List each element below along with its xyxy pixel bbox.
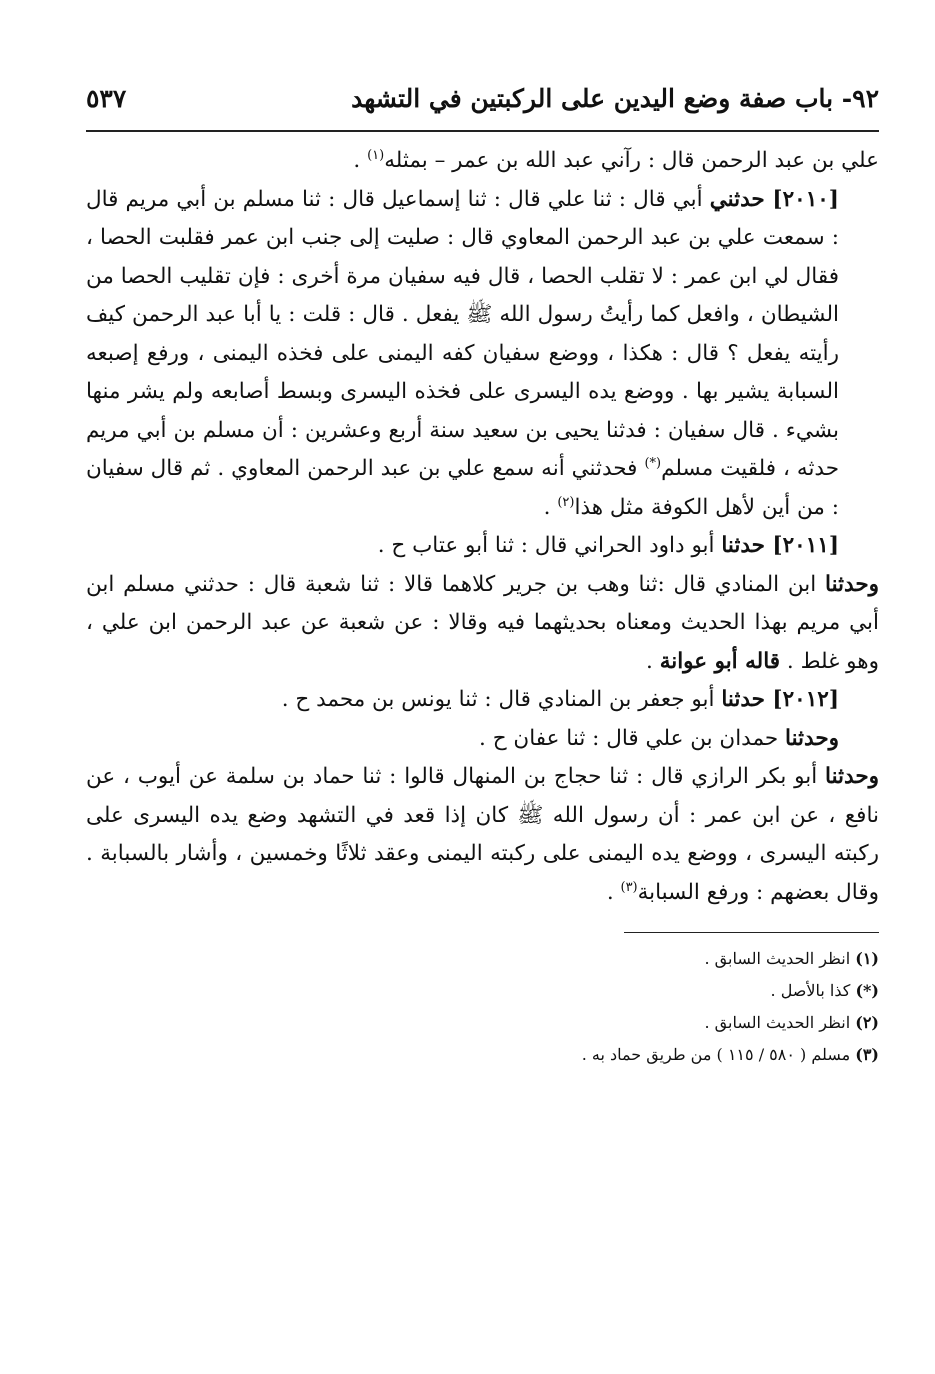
bold-heading: قاله أبو عوانة — [659, 648, 781, 674]
text-segment: علي بن عبد الرحمن قال : رآني عبد الله بن عمر – بمثله — [384, 148, 879, 173]
book-page — [86, 80, 879, 1360]
footnote-text: انظر الحديث السابق . — [704, 1013, 856, 1032]
bold-heading: وحدثنا — [825, 571, 879, 597]
paragraph — [86, 527, 879, 566]
paragraph — [86, 681, 879, 720]
footnote — [86, 1039, 879, 1071]
main-text — [86, 142, 879, 912]
chapter-title: ٩٢- باب صفة وضع اليدين على الركبتين في التشهد — [351, 84, 879, 113]
footnote-number: (١) — [855, 949, 879, 968]
paragraph — [86, 566, 879, 682]
text-segment: . — [646, 648, 660, 674]
paragraph — [86, 142, 879, 181]
text-segment: . — [353, 148, 368, 173]
footnote-text: كذا بالأصل . — [770, 981, 856, 1000]
bold-heading: وحدثنا — [825, 764, 879, 789]
text-segment: ابن المنادي قال :ثنا وهب بن جرير كلاهما قالا : ثنا شعبة قال : حدثني مسلم ابن أبي مريم بهذا الحديث ومعناه بحديثهما فيه وقالا : عن شعبة عن عبد الرحمن ابن علي ، وهو غلط . — [86, 571, 879, 674]
footnote-number: (٢) — [855, 1013, 879, 1032]
footnote-text: مسلم ( ٥٨٠ / ١١٥ ) من طريق حماد به . — [581, 1045, 856, 1064]
text-segment: أبو جعفر بن المنادي قال : ثنا يونس بن محمد ح . — [281, 687, 722, 712]
bold-heading: وحدثنا — [785, 725, 839, 751]
footnotes — [86, 943, 879, 1071]
text-segment: أبو داود الحراني قال : ثنا أبو عتاب ح . — [377, 533, 722, 558]
footnote-ref: (٢) — [557, 494, 575, 510]
footnote-ref: (١) — [367, 147, 385, 163]
footnote-number: (٣) — [855, 1045, 879, 1064]
page-number: ٥٣٧ — [86, 84, 127, 113]
text-segment: فحدثني أنه سمع علي بن عبد الرحمن المعاوي . ثم قال سفيان : من أين لأهل الكوفة مثل هذا — [86, 456, 839, 520]
page-header — [86, 80, 879, 132]
text-segment: . — [606, 879, 621, 905]
footnote-ref: (*) — [644, 455, 662, 471]
footnote — [86, 975, 879, 1007]
text-segment: حمدان بن علي قال : ثنا عفان ح . — [479, 725, 786, 751]
paragraph — [86, 720, 879, 759]
text-segment: أبي قال : ثنا علي قال : ثنا إسماعيل قال : ثنا مسلم بن أبي مريم قال : سمعت علي بن عبد الرحمن المعاوي قال : صليت إلى جنب ابن عمر فقلبت الحصا ، فقال لي ابن عمر : لا تقلب الحصا ، قال فيه سفيان مرة أخرى : فإن تقليب الحصا من الشيطان ، وافعل كما رأيتُ رسول الله ﷺ يفعل . قال : قلت : يا أبا عبد الرحمن كيف رأيته يفعل ؟ قال : هكذا ، ووضع سفيان كفه اليمنى على فخذه اليمنى ، ورفع إصبعه السبابة يشير بها . ووضع يده اليسرى على فخذه اليسرى وبسط أصابعه ولم يشر منها بشيء . قال سفيان : فدثنا يحيى بن سعيد سنة أربع وعشرين : أن مسلم بن أبي مريم حدثه ، فلقيت مسلم — [86, 186, 840, 481]
paragraph — [86, 181, 879, 528]
footnote — [86, 1007, 879, 1039]
footnote — [86, 943, 879, 975]
footnote-text: انظر الحديث السابق . — [704, 949, 856, 968]
bold-heading: [٢٠١٢] حدثنا — [721, 687, 839, 712]
paragraph — [86, 758, 879, 912]
footnote-number: (*) — [855, 981, 879, 1000]
text-segment: أبو بكر الرازي قال : ثنا حجاج بن المنهال قالوا : ثنا حماد بن سلمة عن أيوب ، عن نافع ، عن ابن عمر : أن رسول الله ﷺ كان إذا قعد في التشهد وضع يده اليسرى على ركبته اليسرى ، ووضع يده اليمنى على ركبته اليمنى وعقد ثلاثًا وخمسين ، وأشار بالسبابة . وقال بعضهم : ورفع السبابة — [86, 764, 879, 905]
bold-heading: [٢٠١١] حدثنا — [721, 533, 839, 558]
footnote-separator — [624, 932, 879, 933]
bold-heading: [٢٠١٠] حدثني — [709, 186, 839, 212]
footnote-ref: (٣) — [620, 879, 638, 895]
text-segment: . — [543, 494, 558, 520]
